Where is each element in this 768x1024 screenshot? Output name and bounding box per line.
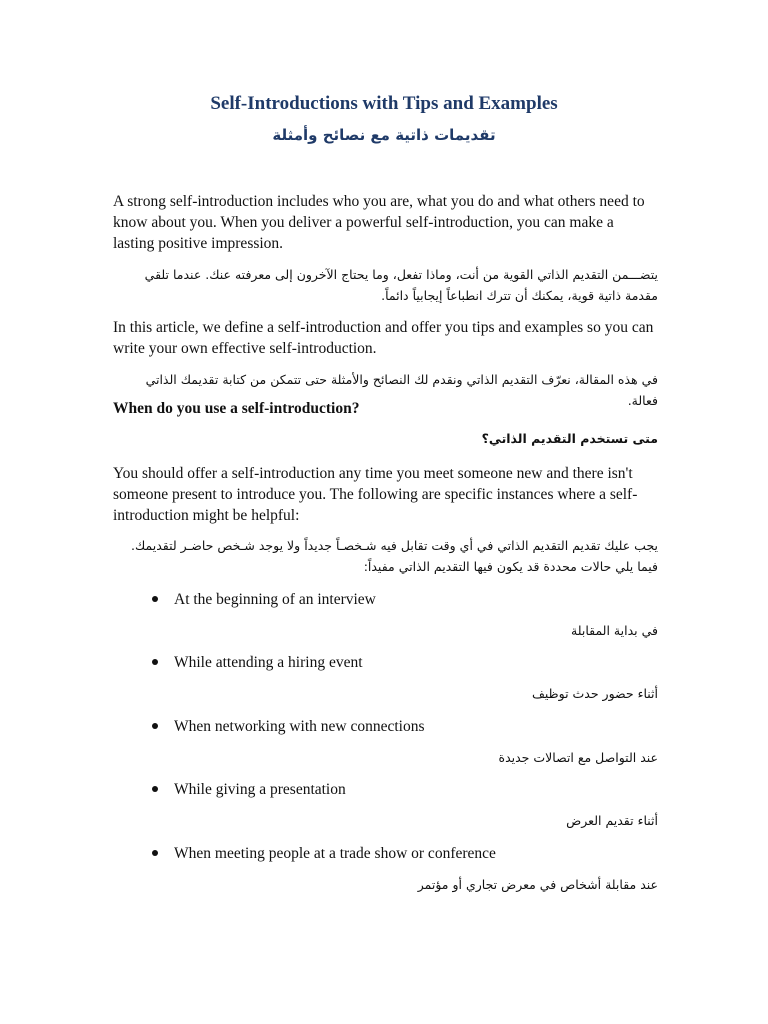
bullet-icon: [152, 723, 158, 729]
intro-paragraph-arabic: يتضـــمن التقديم الذاتي القوية من أنت، وماذا تفعل، وما يحتاج الآخرون إلى معرفته عنك. عندما تلقي مقدمة ذاتية قوية، يمكنك أن تترك انطباعاً إيجابياً دائماً.: [144, 267, 658, 303]
section-heading-arabic: متى تستخدم التقديم الذاتي؟: [481, 431, 658, 446]
section-heading: When do you use a self-introduction?: [113, 400, 360, 417]
bullet-item-arabic: في بداية المقابلة: [571, 623, 658, 638]
bullet-icon: [152, 596, 158, 602]
bullet-item: When networking with new connections: [174, 718, 425, 735]
bullet-item: While giving a presentation: [174, 781, 346, 798]
bullet-item-arabic: عند التواصل مع اتصالات جديدة: [498, 750, 658, 765]
when-paragraph: You should offer a self-introduction any time you meet someone new and there isn't someone present to introduce you. The following are specific instances where a self-introduction might be helpful:: [113, 465, 638, 524]
bullet-icon: [152, 786, 158, 792]
bullet-item-arabic: أثناء حضور حدث توظيف: [531, 686, 658, 701]
article-paragraph: In this article, we define a self-introduction and offer you tips and examples so you can write your own effective self-introduction.: [113, 319, 654, 357]
bullet-item: While attending a hiring event: [174, 654, 363, 671]
bullet-icon: [152, 850, 158, 856]
bullet-icon: [152, 659, 158, 665]
document-title-arabic: تقديمات ذاتية مع نصائح وأمثلة: [272, 126, 496, 144]
article-paragraph-arabic: في هذه المقالة، نعرّف التقديم الذاتي ونقدم لك النصائح والأمثلة حتى تتمكن من كتابة تقديمك الذاتي فعالة.: [145, 372, 658, 408]
bullet-item-arabic: أثناء تقديم العرض: [566, 813, 658, 828]
document-title: Self-Introductions with Tips and Examples: [210, 93, 558, 114]
bullet-item-arabic: عند مقابلة أشخاص في معرض تجاري أو مؤتمر: [417, 877, 658, 892]
when-paragraph-arabic: يجب عليك تقديم التقديم الذاتي في أي وقت تقابل فيه شـخصـاً جديداً ولا يوجد شـخص حاضـر لتقديمك. فيما يلي حالات محددة قد يكون فيها التقديم الذاتي مفيداً:: [131, 538, 658, 574]
intro-paragraph: A strong self-introduction includes who you are, what you do and what others need to know about you. When you deliver a powerful self-introduction, you can make a lasting positive impression.: [113, 193, 645, 252]
bullet-item: At the beginning of an interview: [174, 591, 376, 608]
bullet-item: When meeting people at a trade show or conference: [174, 845, 496, 862]
